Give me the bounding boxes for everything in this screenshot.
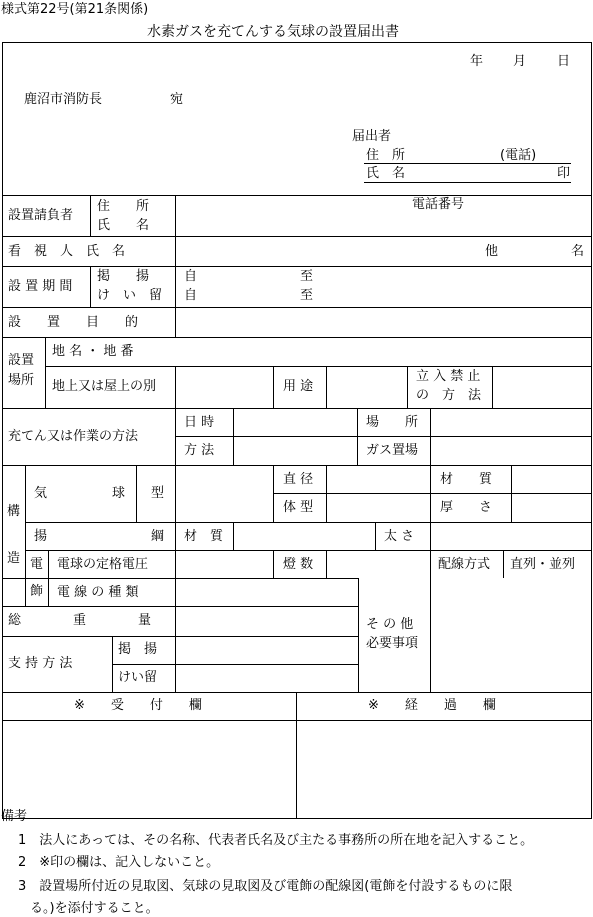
period-moor-to: 至 (300, 288, 314, 303)
progress-column-label: ※ 経 過 欄 (368, 698, 496, 713)
addressee-suffix: 宛 (170, 92, 184, 107)
period-raise-from: 自 (184, 269, 198, 284)
date-month: 月 (513, 54, 527, 69)
notifier-phone-label: (電話) (500, 148, 537, 163)
date-day: 日 (557, 54, 571, 69)
watcher-other: 他 (485, 244, 499, 259)
wiring-value: 直列・並列 (510, 557, 576, 572)
purpose-label: 設 置 目 的 (8, 315, 139, 330)
filling-place-label: 場 所 (366, 415, 419, 430)
no-entry-label-2: の 方 法 (416, 388, 482, 403)
place-name-label: 地 名 ・ 地 番 (52, 344, 134, 359)
no-entry-label-1: 立 入 禁 止 (416, 369, 481, 384)
ground-roof-label: 地上又は屋上の別 (52, 379, 157, 394)
filling-datetime-label: 日 時 (184, 415, 215, 430)
notes-title: 備考 (1, 809, 28, 824)
form-title: 水素ガスを充てんする気球の設置届出書 (147, 24, 399, 40)
lamp-count-label: 燈 数 (283, 557, 314, 572)
period-label: 設 置 期 間 (8, 279, 73, 294)
thickness-label: 厚 さ (440, 500, 493, 515)
other-required-label-1: そ の 他 (366, 617, 414, 632)
material-label: 材 質 (440, 472, 493, 487)
rated-voltage-label: 電球の定格電圧 (57, 557, 149, 572)
seal-mark: 印 (557, 166, 571, 181)
support-raise-label: 掲 揚 (118, 642, 158, 657)
address-underline (364, 163, 571, 164)
notifier-address-label: 住 所 (366, 148, 406, 163)
structure-label-1: 構 (7, 504, 21, 519)
name-underline (364, 182, 571, 183)
rope-label: 揚 綱 (34, 529, 165, 544)
note-2: 2 ※印の欄は、記入しないこと。 (18, 855, 220, 870)
body-type-label: 体 型 (283, 500, 314, 515)
filling-method-label: 方 法 (184, 443, 215, 458)
deco-label-2: 飾 (30, 584, 44, 599)
wire-type-label: 電 線 の 種 類 (57, 585, 139, 600)
gas-storage-label: ガス置場 (366, 443, 419, 458)
period-raise-to: 至 (300, 269, 314, 284)
total-weight-label: 総 重 量 (8, 613, 152, 628)
rope-width-label: 太 さ (384, 529, 415, 544)
use-label: 用 途 (283, 379, 314, 394)
wiring-label: 配線方式 (438, 557, 491, 572)
diameter-label: 直 径 (283, 472, 314, 487)
watcher-count-unit: 名 (571, 244, 585, 259)
period-raise-label: 掲 揚 (97, 269, 150, 284)
reception-column-label: ※ 受 付 欄 (74, 698, 202, 713)
support-method-label: 支 持 方 法 (8, 656, 73, 671)
date-year: 年 (470, 54, 484, 69)
contractor-name-label: 氏 名 (97, 218, 150, 233)
filling-label: 充てん又は作業の方法 (8, 429, 139, 444)
location-label-1: 設置 (8, 353, 35, 368)
watcher-label: 看 視 人 氏 名 (8, 244, 126, 259)
contractor-label: 設置請負者 (8, 208, 74, 223)
contractor-address-label: 住 所 (97, 199, 150, 214)
period-moor-label: け い 留 (97, 288, 163, 303)
notifier-name-label: 氏 名 (366, 166, 406, 181)
note-3-continued: る。)を添付すること。 (30, 901, 159, 916)
note-1: 1 法人にあっては、その名称、代表者氏名及び主たる事務所の所在地を記入すること。 (18, 833, 534, 848)
addressee: 鹿沼市消防長 (24, 92, 103, 107)
form-number: 様式第22号(第21条関係) (1, 2, 149, 17)
note-3: 3 設置場所付近の見取図、気球の見取図及び電飾の配線図(電飾を付設するものに限 (18, 879, 513, 894)
notifier-label: 届出者 (352, 129, 392, 144)
structure-label-2: 造 (7, 551, 21, 566)
other-required-label-2: 必要事項 (366, 636, 419, 651)
location-label-2: 場所 (8, 373, 35, 388)
period-moor-from: 自 (184, 288, 198, 303)
balloon-type-label: 気 球 型 (34, 486, 165, 501)
support-moor-label: けい留 (118, 670, 158, 685)
rope-material-label: 材 質 (184, 529, 224, 544)
contractor-phone-label: 電話番号 (412, 197, 465, 212)
deco-label-1: 電 (30, 557, 44, 572)
